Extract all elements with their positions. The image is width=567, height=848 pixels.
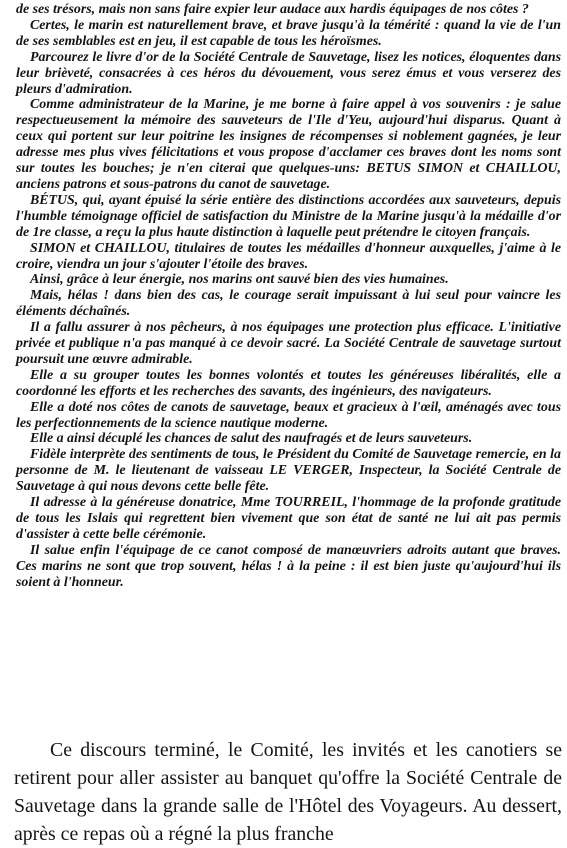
speech-paragraph: SIMON et CHAILLOU, titulaires de toutes les médailles d'honneur auxquelles, j'aime à le croire, viendra un jour s'ajouter l'étoile des braves.: [16, 240, 561, 272]
narrative-text-block: [14, 736, 562, 848]
narrative-paragraph: Ce discours terminé, le Comité, les invités et les canotiers se retirent pour aller assister au banquet qu'offre la Société Centrale de Sauvetage dans la grande salle de l'Hôtel des Voyageurs. Au dessert, après ce repas où a régné la plus franche: [14, 739, 562, 845]
speech-paragraph: Il salue enfin l'équipage de ce canot composé de manœuvriers adroits autant que braves. Ces marins ne sont que trop souvent, hélas ! à la peine : il est bien juste qu'aujourd'hui ils soient à l'honneur.: [16, 542, 561, 590]
speech-paragraph: Certes, le marin est naturellement brave, et brave jusqu'à la témérité : quand la vie de l'un de ses semblables est en jeu, il est capable de tous les héroïsmes.: [16, 17, 561, 49]
speech-paragraph: Mais, hélas ! dans bien des cas, le courage serait impuissant à lui seul pour vaincre les éléments déchaînés.: [16, 288, 561, 320]
speech-paragraph: Elle a su grouper toutes les bonnes volontés et toutes les généreuses libéralités, elle a coordonné les efforts et les recherches des savants, des ingénieurs, des navigateurs.: [16, 367, 561, 399]
speech-paragraph: BÉTUS, qui, ayant épuisé la série entière des distinctions accordées aux sauveteurs, depuis l'humble témoignage officiel de satisfaction du Ministre de la Marine jusqu'à la médaille d'or de 1re classe, a reçu la plus haute distinction à laquelle peut prétendre le citoyen français.: [16, 192, 561, 240]
speech-paragraph: Fidèle interprète des sentiments de tous, le Président du Comité de Sauvetage remercie, en la personne de M. le lieutenant de vaisseau LE VERGER, Inspecteur, la Société Centrale de Sauvetage à qui nous devons cette belle fête.: [16, 447, 561, 495]
speech-paragraph: Elle a doté nos côtes de canots de sauvetage, beaux et gracieux à l'œil, aménagés avec tous les perfectionnements de la science nautique moderne.: [16, 399, 561, 431]
speech-paragraph: de ses trésors, mais non sans faire expier leur audace aux hardis équipages de nos côtes ?: [16, 2, 529, 17]
speech-text-block: [16, 2, 561, 591]
speech-paragraph: Comme administrateur de la Marine, je me borne à faire appel à vos souvenirs : je salue respectueusement la mémoire des sauveteurs de l'Ile d'Yeu, aujourd'hui disparus. Quant à ceux qui portent sur leur poitrine les insignes de récompenses si noblement gagnées, je leur adresse mes plus vives félicitations et vous propose d'acclamer ces braves dont les noms sont sur toutes les bouches; je n'en citerai que quelques-uns: BETUS SIMON et CHAILLOU, anciens patrons et sous-patrons du canot de sauvetage.: [16, 97, 561, 192]
speech-paragraph: Ainsi, grâce à leur énergie, nos marins ont sauvé bien des vies humaines.: [30, 272, 449, 288]
speech-paragraph: Elle a ainsi décuplé les chances de salut des naufragés et de leurs sauveteurs.: [30, 431, 473, 447]
speech-paragraph: Parcourez le livre d'or de la Société Centrale de Sauvetage, lisez les notices, éloquentes dans leur brièveté, consacrées à ces héros du dévouement, vous serez émus et vous verserez des pleurs d'admiration.: [16, 49, 561, 97]
speech-paragraph: Il adresse à la généreuse donatrice, Mme TOURREIL, l'hommage de la profonde gratitude de tous les Islais qui regrettent bien vivement que son état de santé ne lui ait pas permis d'assister à cette belle cérémonie.: [16, 495, 561, 542]
speech-paragraph: Il a fallu assurer à nos pêcheurs, à nos équipages une protection plus efficace. L'initiative privée et publique n'a pas manqué à ce devoir sacré. La Société Centrale de sauvetage surtout poursuit une œuvre admirable.: [16, 320, 561, 367]
